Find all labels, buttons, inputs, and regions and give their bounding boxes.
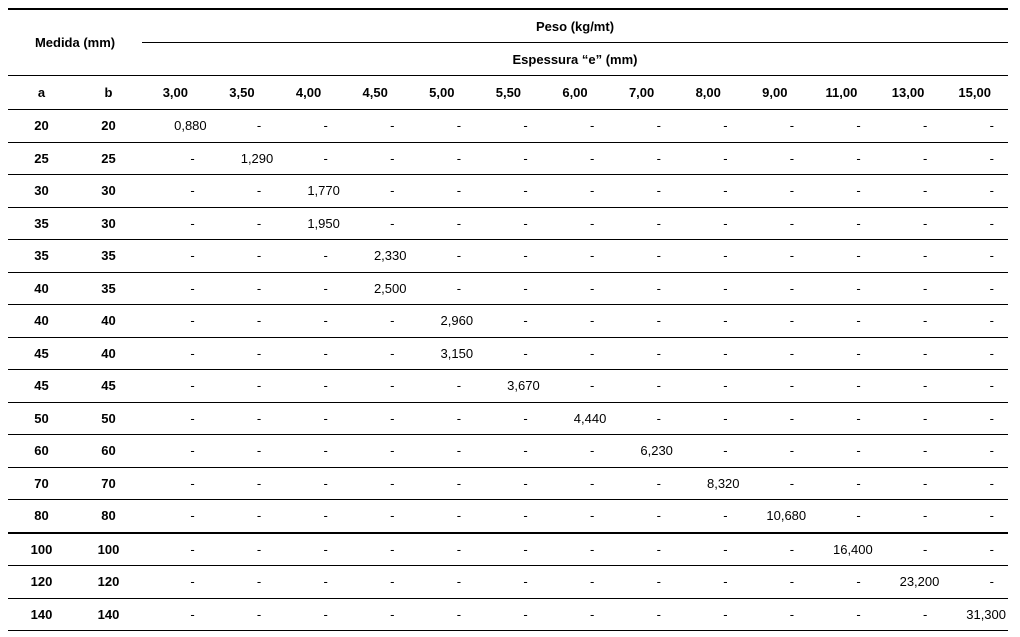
empty-cell: - [475, 500, 542, 533]
empty-cell: - [142, 240, 209, 273]
empty-cell: - [808, 467, 875, 500]
empty-cell: - [542, 435, 609, 468]
cell-a: 20 [8, 110, 75, 143]
empty-cell: - [142, 402, 209, 435]
empty-cell: - [142, 467, 209, 500]
weight-value: 8,320 [675, 467, 742, 500]
table-row [8, 272, 1008, 305]
empty-cell: - [342, 175, 409, 208]
empty-cell: - [542, 272, 609, 305]
empty-cell: - [808, 110, 875, 143]
empty-cell: - [542, 370, 609, 403]
empty-cell: - [408, 110, 475, 143]
empty-cell: - [408, 272, 475, 305]
empty-cell: - [408, 370, 475, 403]
empty-cell: - [342, 467, 409, 500]
empty-cell: - [342, 370, 409, 403]
empty-cell: - [675, 566, 742, 599]
empty-cell: - [808, 566, 875, 599]
empty-cell: - [742, 467, 809, 500]
empty-cell: - [475, 305, 542, 338]
weight-value: 16,400 [808, 533, 875, 566]
weight-value: 2,960 [408, 305, 475, 338]
empty-cell: - [408, 467, 475, 500]
cell-b: 20 [75, 110, 142, 143]
empty-cell: - [209, 240, 276, 273]
thickness-header: 3,50 [209, 76, 276, 110]
empty-cell: - [742, 175, 809, 208]
empty-cell: - [608, 467, 675, 500]
weight-value: 3,670 [475, 370, 542, 403]
empty-cell: - [142, 272, 209, 305]
cell-a: 100 [8, 533, 75, 566]
empty-cell: - [275, 305, 342, 338]
thickness-header: 15,00 [941, 76, 1008, 110]
empty-cell: - [475, 142, 542, 175]
empty-cell: - [342, 598, 409, 631]
empty-cell: - [342, 142, 409, 175]
empty-cell: - [675, 370, 742, 403]
cell-a: 45 [8, 370, 75, 403]
table-row [8, 500, 1008, 533]
empty-cell: - [608, 598, 675, 631]
weight-value: 3,150 [408, 337, 475, 370]
empty-cell: - [941, 175, 1008, 208]
empty-cell: - [941, 240, 1008, 273]
empty-cell: - [808, 175, 875, 208]
empty-cell: - [342, 566, 409, 599]
cell-a: 35 [8, 240, 75, 273]
cell-a: 40 [8, 305, 75, 338]
empty-cell: - [542, 337, 609, 370]
empty-cell: - [675, 207, 742, 240]
empty-cell: - [475, 110, 542, 143]
empty-cell: - [209, 467, 276, 500]
empty-cell: - [408, 598, 475, 631]
empty-cell: - [675, 533, 742, 566]
cell-a: 25 [8, 142, 75, 175]
empty-cell: - [875, 240, 942, 273]
cell-b: 40 [75, 337, 142, 370]
thickness-header: 5,50 [475, 76, 542, 110]
cell-a: 45 [8, 337, 75, 370]
empty-cell: - [475, 467, 542, 500]
table-row [8, 566, 1008, 599]
thickness-header: 9,00 [742, 76, 809, 110]
empty-cell: - [275, 533, 342, 566]
cell-a: 120 [8, 566, 75, 599]
empty-cell: - [408, 533, 475, 566]
empty-cell: - [875, 272, 942, 305]
empty-cell: - [475, 337, 542, 370]
empty-cell: - [808, 598, 875, 631]
empty-cell: - [142, 337, 209, 370]
empty-cell: - [742, 207, 809, 240]
weight-value: 0,880 [142, 110, 209, 143]
empty-cell: - [275, 240, 342, 273]
empty-cell: - [142, 175, 209, 208]
empty-cell: - [475, 566, 542, 599]
weight-value: 6,230 [608, 435, 675, 468]
empty-cell: - [408, 566, 475, 599]
empty-cell: - [941, 467, 1008, 500]
empty-cell: - [342, 110, 409, 143]
empty-cell: - [275, 402, 342, 435]
empty-cell: - [209, 533, 276, 566]
empty-cell: - [742, 533, 809, 566]
table-row [8, 533, 1008, 566]
empty-cell: - [542, 566, 609, 599]
empty-cell: - [742, 142, 809, 175]
empty-cell: - [742, 240, 809, 273]
empty-cell: - [742, 305, 809, 338]
empty-cell: - [542, 598, 609, 631]
cell-b: 30 [75, 175, 142, 208]
empty-cell: - [275, 435, 342, 468]
empty-cell: - [742, 566, 809, 599]
cell-a: 40 [8, 272, 75, 305]
thickness-header: 13,00 [875, 76, 942, 110]
weight-table [8, 8, 1008, 631]
empty-cell: - [608, 500, 675, 533]
empty-cell: - [209, 272, 276, 305]
empty-cell: - [408, 402, 475, 435]
weight-value: 1,290 [209, 142, 276, 175]
empty-cell: - [941, 435, 1008, 468]
empty-cell: - [675, 175, 742, 208]
empty-cell: - [142, 566, 209, 599]
empty-cell: - [608, 110, 675, 143]
cell-b: 100 [75, 533, 142, 566]
table-row [8, 402, 1008, 435]
empty-cell: - [675, 272, 742, 305]
empty-cell: - [941, 272, 1008, 305]
empty-cell: - [408, 435, 475, 468]
empty-cell: - [475, 240, 542, 273]
empty-cell: - [542, 500, 609, 533]
empty-cell: - [542, 240, 609, 273]
empty-cell: - [941, 305, 1008, 338]
empty-cell: - [608, 337, 675, 370]
empty-cell: - [941, 110, 1008, 143]
empty-cell: - [608, 240, 675, 273]
empty-cell: - [608, 272, 675, 305]
empty-cell: - [342, 402, 409, 435]
thickness-header: 4,50 [342, 76, 409, 110]
cell-b: 35 [75, 240, 142, 273]
col-b-header: b [75, 76, 142, 110]
empty-cell: - [342, 337, 409, 370]
empty-cell: - [675, 435, 742, 468]
empty-cell: - [941, 370, 1008, 403]
empty-cell: - [808, 500, 875, 533]
medida-header: Medida (mm) [8, 9, 142, 76]
cell-a: 30 [8, 175, 75, 208]
empty-cell: - [475, 207, 542, 240]
empty-cell: - [275, 500, 342, 533]
cell-b: 70 [75, 467, 142, 500]
empty-cell: - [142, 435, 209, 468]
weight-value: 2,500 [342, 272, 409, 305]
empty-cell: - [475, 598, 542, 631]
empty-cell: - [941, 207, 1008, 240]
empty-cell: - [342, 533, 409, 566]
empty-cell: - [542, 467, 609, 500]
cell-a: 50 [8, 402, 75, 435]
empty-cell: - [675, 110, 742, 143]
thickness-header: 7,00 [608, 76, 675, 110]
empty-cell: - [475, 402, 542, 435]
cell-b: 140 [75, 598, 142, 631]
empty-cell: - [808, 402, 875, 435]
thickness-header: 5,00 [408, 76, 475, 110]
cell-b: 50 [75, 402, 142, 435]
empty-cell: - [475, 435, 542, 468]
empty-cell: - [209, 598, 276, 631]
empty-cell: - [142, 533, 209, 566]
empty-cell: - [608, 402, 675, 435]
empty-cell: - [209, 500, 276, 533]
empty-cell: - [275, 598, 342, 631]
cell-b: 35 [75, 272, 142, 305]
empty-cell: - [342, 305, 409, 338]
empty-cell: - [142, 207, 209, 240]
empty-cell: - [608, 533, 675, 566]
empty-cell: - [275, 142, 342, 175]
empty-cell: - [275, 272, 342, 305]
empty-cell: - [742, 337, 809, 370]
empty-cell: - [875, 142, 942, 175]
empty-cell: - [808, 435, 875, 468]
empty-cell: - [542, 305, 609, 338]
table-row [8, 598, 1008, 631]
empty-cell: - [408, 175, 475, 208]
empty-cell: - [675, 402, 742, 435]
table-row [8, 305, 1008, 338]
empty-cell: - [608, 175, 675, 208]
empty-cell: - [275, 467, 342, 500]
empty-cell: - [875, 175, 942, 208]
empty-cell: - [742, 402, 809, 435]
table-row [8, 110, 1008, 143]
empty-cell: - [608, 142, 675, 175]
empty-cell: - [875, 370, 942, 403]
empty-cell: - [475, 272, 542, 305]
peso-header: Peso (kg/mt) [142, 9, 1008, 43]
empty-cell: - [608, 566, 675, 599]
empty-cell: - [742, 598, 809, 631]
empty-cell: - [475, 175, 542, 208]
empty-cell: - [142, 370, 209, 403]
empty-cell: - [475, 533, 542, 566]
cell-a: 80 [8, 500, 75, 533]
empty-cell: - [342, 207, 409, 240]
thickness-header: 8,00 [675, 76, 742, 110]
empty-cell: - [675, 598, 742, 631]
empty-cell: - [875, 337, 942, 370]
empty-cell: - [209, 337, 276, 370]
cell-b: 45 [75, 370, 142, 403]
cell-a: 70 [8, 467, 75, 500]
weight-value: 10,680 [742, 500, 809, 533]
weight-value: 1,770 [275, 175, 342, 208]
empty-cell: - [408, 240, 475, 273]
empty-cell: - [275, 370, 342, 403]
empty-cell: - [875, 500, 942, 533]
empty-cell: - [408, 500, 475, 533]
empty-cell: - [742, 272, 809, 305]
empty-cell: - [941, 337, 1008, 370]
table-row [8, 435, 1008, 468]
weight-value: 23,200 [875, 566, 942, 599]
empty-cell: - [542, 533, 609, 566]
empty-cell: - [875, 533, 942, 566]
thickness-header: 4,00 [275, 76, 342, 110]
empty-cell: - [808, 337, 875, 370]
empty-cell: - [209, 305, 276, 338]
empty-cell: - [742, 110, 809, 143]
empty-cell: - [875, 110, 942, 143]
weight-value: 31,300 [941, 598, 1008, 631]
empty-cell: - [875, 305, 942, 338]
empty-cell: - [142, 142, 209, 175]
empty-cell: - [209, 110, 276, 143]
empty-cell: - [941, 142, 1008, 175]
empty-cell: - [675, 240, 742, 273]
cell-b: 40 [75, 305, 142, 338]
cell-b: 80 [75, 500, 142, 533]
cell-b: 120 [75, 566, 142, 599]
empty-cell: - [275, 566, 342, 599]
table-row [8, 240, 1008, 273]
empty-cell: - [608, 370, 675, 403]
empty-cell: - [209, 175, 276, 208]
empty-cell: - [142, 305, 209, 338]
cell-b: 60 [75, 435, 142, 468]
empty-cell: - [209, 207, 276, 240]
weight-value: 4,440 [542, 402, 609, 435]
empty-cell: - [542, 175, 609, 208]
cell-b: 25 [75, 142, 142, 175]
table-row [8, 175, 1008, 208]
col-a-header: a [8, 76, 75, 110]
empty-cell: - [941, 533, 1008, 566]
empty-cell: - [808, 272, 875, 305]
empty-cell: - [209, 370, 276, 403]
empty-cell: - [742, 370, 809, 403]
empty-cell: - [875, 402, 942, 435]
empty-cell: - [342, 435, 409, 468]
empty-cell: - [209, 566, 276, 599]
cell-a: 35 [8, 207, 75, 240]
empty-cell: - [142, 598, 209, 631]
empty-cell: - [542, 110, 609, 143]
thickness-header: 6,00 [542, 76, 609, 110]
table-row [8, 337, 1008, 370]
empty-cell: - [342, 500, 409, 533]
empty-cell: - [875, 467, 942, 500]
empty-cell: - [408, 142, 475, 175]
empty-cell: - [875, 207, 942, 240]
table-row [8, 142, 1008, 175]
empty-cell: - [675, 337, 742, 370]
empty-cell: - [675, 500, 742, 533]
empty-cell: - [808, 240, 875, 273]
empty-cell: - [941, 500, 1008, 533]
empty-cell: - [742, 435, 809, 468]
empty-cell: - [675, 305, 742, 338]
empty-cell: - [941, 566, 1008, 599]
empty-cell: - [875, 435, 942, 468]
empty-cell: - [275, 337, 342, 370]
weight-value: 1,950 [275, 207, 342, 240]
empty-cell: - [142, 500, 209, 533]
empty-cell: - [875, 598, 942, 631]
empty-cell: - [542, 142, 609, 175]
cell-a: 140 [8, 598, 75, 631]
empty-cell: - [209, 402, 276, 435]
empty-cell: - [275, 110, 342, 143]
cell-a: 60 [8, 435, 75, 468]
empty-cell: - [941, 402, 1008, 435]
empty-cell: - [542, 207, 609, 240]
empty-cell: - [408, 207, 475, 240]
thickness-header: 3,00 [142, 76, 209, 110]
table-body [8, 110, 1008, 631]
empty-cell: - [808, 207, 875, 240]
empty-cell: - [808, 305, 875, 338]
table-row [8, 467, 1008, 500]
empty-cell: - [608, 305, 675, 338]
thickness-header: 11,00 [808, 76, 875, 110]
table-row [8, 207, 1008, 240]
cell-b: 30 [75, 207, 142, 240]
empty-cell: - [608, 207, 675, 240]
empty-cell: - [808, 370, 875, 403]
espessura-header: Espessura “e” (mm) [142, 43, 1008, 76]
empty-cell: - [675, 142, 742, 175]
weight-value: 2,330 [342, 240, 409, 273]
empty-cell: - [808, 142, 875, 175]
empty-cell: - [209, 435, 276, 468]
table-row [8, 370, 1008, 403]
